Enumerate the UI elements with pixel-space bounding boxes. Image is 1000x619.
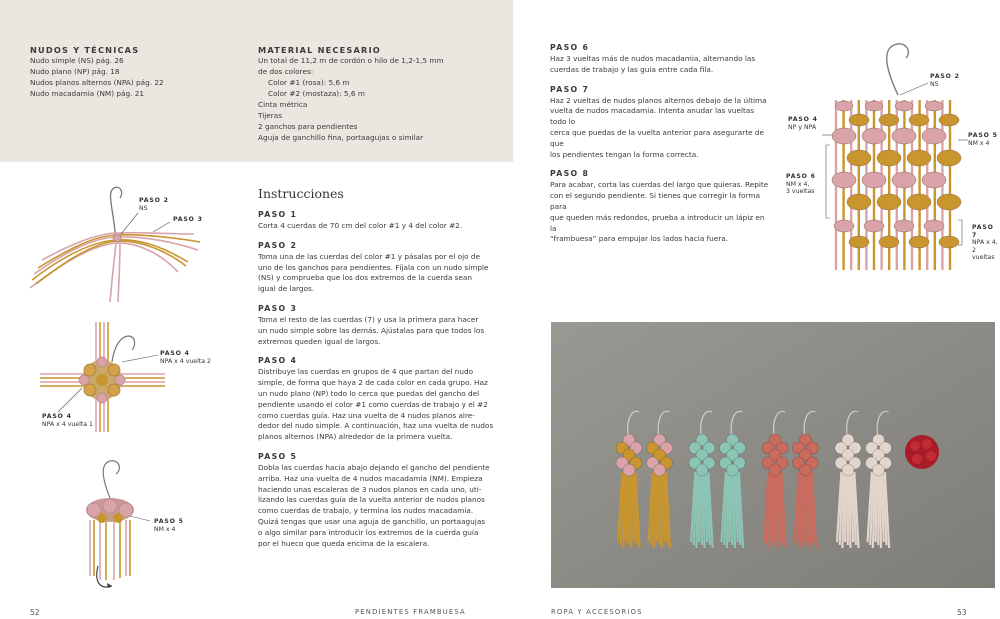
knot — [939, 236, 959, 248]
diagram-label — [42, 413, 93, 428]
page-number-left: 52 — [30, 608, 40, 617]
right-steps-block — [550, 43, 770, 245]
technique-item: Nudo simple (NS) pág. 26 — [30, 56, 124, 65]
diagram-label — [786, 173, 816, 196]
knot — [849, 114, 869, 126]
step-text — [550, 54, 770, 76]
step-line: Toma el resto de las cuerdas (7) y usa la primera para hacer — [258, 314, 479, 324]
instructions-title: Instrucciones — [258, 186, 344, 201]
label-title: PASO 7 — [972, 224, 994, 239]
step-text — [550, 180, 770, 245]
label-sub: NP y NPA — [788, 123, 817, 131]
diagram-label — [968, 132, 998, 147]
label-title: PASO 2 — [139, 197, 169, 204]
diagram-label — [930, 73, 960, 88]
techniques-block — [30, 45, 240, 99]
knot — [865, 101, 883, 111]
knot — [925, 101, 943, 111]
technique-item: Nudos planos alternos (NPA) pág. 22 — [30, 78, 164, 87]
technique-item: Nudo macadamia (NM) pág. 21 — [30, 89, 145, 98]
step-line: Distribuye las cuerdas en grupos de 4 que partan del nudo — [258, 367, 474, 377]
step-text — [258, 252, 508, 295]
step-line: pendiente usando el color #1 como cuerdas de trabajo y el #2 — [258, 399, 488, 409]
step-line: los pendientes tengan la forma correcta. — [550, 149, 699, 159]
step-line: Corta 4 cuerdas de 70 cm del color #1 y 4 del color #2. — [258, 221, 463, 230]
step-text — [258, 315, 508, 347]
material-line: Cinta métrica — [258, 100, 308, 109]
step-line: extremos queden igual de largos. — [258, 336, 381, 346]
knot — [849, 236, 869, 248]
knot — [847, 194, 871, 210]
step-line: que queden más redondos, prueba a introducir un lápiz en la — [550, 212, 765, 233]
knot — [894, 220, 914, 232]
knot — [877, 150, 901, 166]
earrings-photo — [551, 322, 995, 588]
step-line: con el segundo pendiente. Si tienes que corregir la forma para — [550, 191, 760, 211]
material-line: Un total de 11,2 m de cordón o hilo de 1,2-1,5 mm — [258, 56, 444, 65]
step-title: PASO 6 — [550, 43, 590, 52]
step-line: como cuerdas guía. Haz una vuelta de 4 nudos planos alre- — [258, 410, 475, 420]
knot — [877, 194, 901, 210]
material-line: de dos colores: — [258, 67, 314, 76]
label-title: PASO 5 — [968, 132, 998, 139]
diagram-label — [139, 197, 169, 212]
knot — [907, 194, 931, 210]
step-title: PASO 5 — [258, 451, 298, 461]
knot — [892, 172, 916, 188]
materials-heading: MATERIAL NECESARIO — [258, 45, 381, 55]
knot — [924, 220, 944, 232]
label-sub: 2 vueltas — [972, 246, 995, 262]
knot — [895, 101, 913, 111]
technique-item: Nudo plano (NP) pág. 18 — [30, 67, 120, 76]
step-line: Toma una de las cuerdas del color #1 y pásalas por el ojo de — [258, 251, 481, 261]
step-line: igual de largos. — [258, 284, 315, 294]
knot — [937, 194, 961, 210]
step-text — [258, 463, 508, 549]
knot — [892, 128, 916, 144]
step-line: lizando las cuerdas guía de la vuelta anterior de nudos planos — [258, 495, 485, 505]
knot — [862, 128, 886, 144]
label-title: PASO 6 — [786, 173, 816, 180]
step-line: un nudo plano (NP) todo lo cerca que puedas del gancho del — [258, 388, 480, 398]
knot — [909, 114, 929, 126]
step-line: planos alternos (NPA) alrededor de la primera vuelta. — [258, 432, 453, 442]
diagram-step5 — [72, 458, 152, 593]
label-sub: 3 vueltas — [786, 188, 815, 196]
diagram-label — [154, 518, 184, 533]
step-line: cerca que puedas de la vuelta anterior para asegurarte de que — [550, 127, 764, 148]
knot — [922, 128, 946, 144]
step-text — [258, 221, 508, 232]
knot — [879, 236, 899, 248]
step-line: vuelta de nudos macadamia. Intenta anudar las vueltas todo lo — [550, 106, 755, 127]
step-line: un nudo simple sobre las demás. Ajústalas para que todos los — [258, 325, 485, 335]
step-title: PASO 2 — [258, 240, 298, 250]
material-line: 2 ganchos para pendientes — [258, 122, 358, 131]
diagram-label — [173, 216, 203, 224]
label-title: PASO 2 — [930, 73, 960, 80]
knot — [832, 172, 856, 188]
knot — [862, 172, 886, 188]
label-sub: NPA x 4, — [972, 239, 998, 247]
step-line: o algo similar para introducir los extremos de la cuerda guía — [258, 527, 479, 537]
label-title: PASO 3 — [173, 216, 203, 223]
techniques-heading: NUDOS Y TÉCNICAS — [30, 45, 140, 55]
diagram-label — [788, 116, 818, 131]
step-line: dedor del nudo simple. A continuación, haz una vuelta de nudos — [258, 421, 494, 431]
label-sub: NS — [930, 80, 939, 88]
label-sub: NPA x 4 vuelta 2 — [160, 357, 211, 365]
raspberry-ball — [905, 435, 939, 469]
step-line: “frambuesa” para empujar los lados hacia fuera. — [550, 234, 729, 244]
label-sub: NPA x 4 vuelta 1 — [42, 420, 93, 428]
knot — [835, 101, 853, 111]
step-line: Para acabar, corta las cuerdas del largo que quieras. Repite — [550, 180, 769, 190]
knot — [939, 114, 959, 126]
knot — [847, 150, 871, 166]
step-text — [258, 367, 508, 443]
step-line: arriba. Haz una vuelta de 4 nudos macadamia (NM). Empieza — [258, 473, 483, 483]
instructions-block — [258, 186, 508, 549]
knot — [907, 150, 931, 166]
page-number-right: 53 — [957, 608, 967, 617]
diagram-label — [160, 350, 211, 365]
step-title: PASO 4 — [258, 356, 298, 366]
step-line: Quizá tengas que usar una aguja de ganchillo, un portaagujas — [258, 516, 486, 526]
step-line: Dobla las cuerdas hacia abajo dejando el gancho del pendiente — [258, 462, 490, 472]
label-sub: NM x 4, — [786, 180, 810, 188]
label-title: PASO 4 — [160, 350, 190, 357]
step-title: PASO 3 — [258, 303, 298, 313]
step-line: Haz 2 vueltas de nudos planos alternos debajo de la última — [550, 95, 767, 105]
running-title-right: ROPA Y ACCESORIOS — [551, 608, 643, 616]
knot — [879, 114, 899, 126]
label-sub: NM x 4 — [968, 139, 990, 147]
step-line: cuerdas de trabajo y las guía entre cada fila. — [550, 64, 714, 74]
knot — [909, 236, 929, 248]
diagram-step2-3 — [28, 180, 203, 305]
material-line: Aguja de ganchillo fina, portaagujas o similar — [258, 133, 424, 142]
label-title: PASO 5 — [154, 518, 184, 525]
label-sub: NM x 4 — [154, 525, 176, 533]
step-line: uno de los ganchos para pendientes. Fíjala con un nudo simple — [258, 262, 489, 272]
materials-block — [258, 45, 503, 143]
knot — [937, 150, 961, 166]
material-color: Color #1 (rosa): 5,6 m — [268, 78, 350, 87]
step-line: Haz 3 vueltas más de nudos macadamia, alternando las — [550, 54, 756, 63]
knot — [922, 172, 946, 188]
step-line: haciendo unas escaleras de 3 nudos planos en cada uno, uti- — [258, 484, 482, 494]
knot — [834, 220, 854, 232]
knot — [864, 220, 884, 232]
step-line: como cuerdas de trabajo, y termina los nudos macadamia. — [258, 506, 474, 516]
step-line: simple, de forma que haya 2 de cada color en cada grupo. Haz — [258, 378, 488, 388]
step-line: por el hueco que queda encima de la escalera. — [258, 538, 430, 548]
material-line: Tijeras — [258, 111, 283, 120]
diagram-label — [972, 224, 1000, 262]
step-line: (NS) y comprueba que los dos extremos de la cuerda sean — [258, 273, 473, 283]
label-title: PASO 4 — [42, 413, 72, 420]
knot — [832, 128, 856, 144]
running-title-left: PENDIENTES FRAMBUESA — [355, 608, 466, 616]
step-title: PASO 7 — [550, 84, 590, 94]
label-sub: NS — [139, 204, 148, 212]
material-color: Color #2 (mostaza): 5,6 m — [268, 89, 365, 98]
step-title: PASO 8 — [550, 169, 590, 179]
step-title: PASO 1 — [258, 210, 298, 219]
label-title: PASO 4 — [788, 116, 818, 123]
step-text — [550, 96, 770, 161]
